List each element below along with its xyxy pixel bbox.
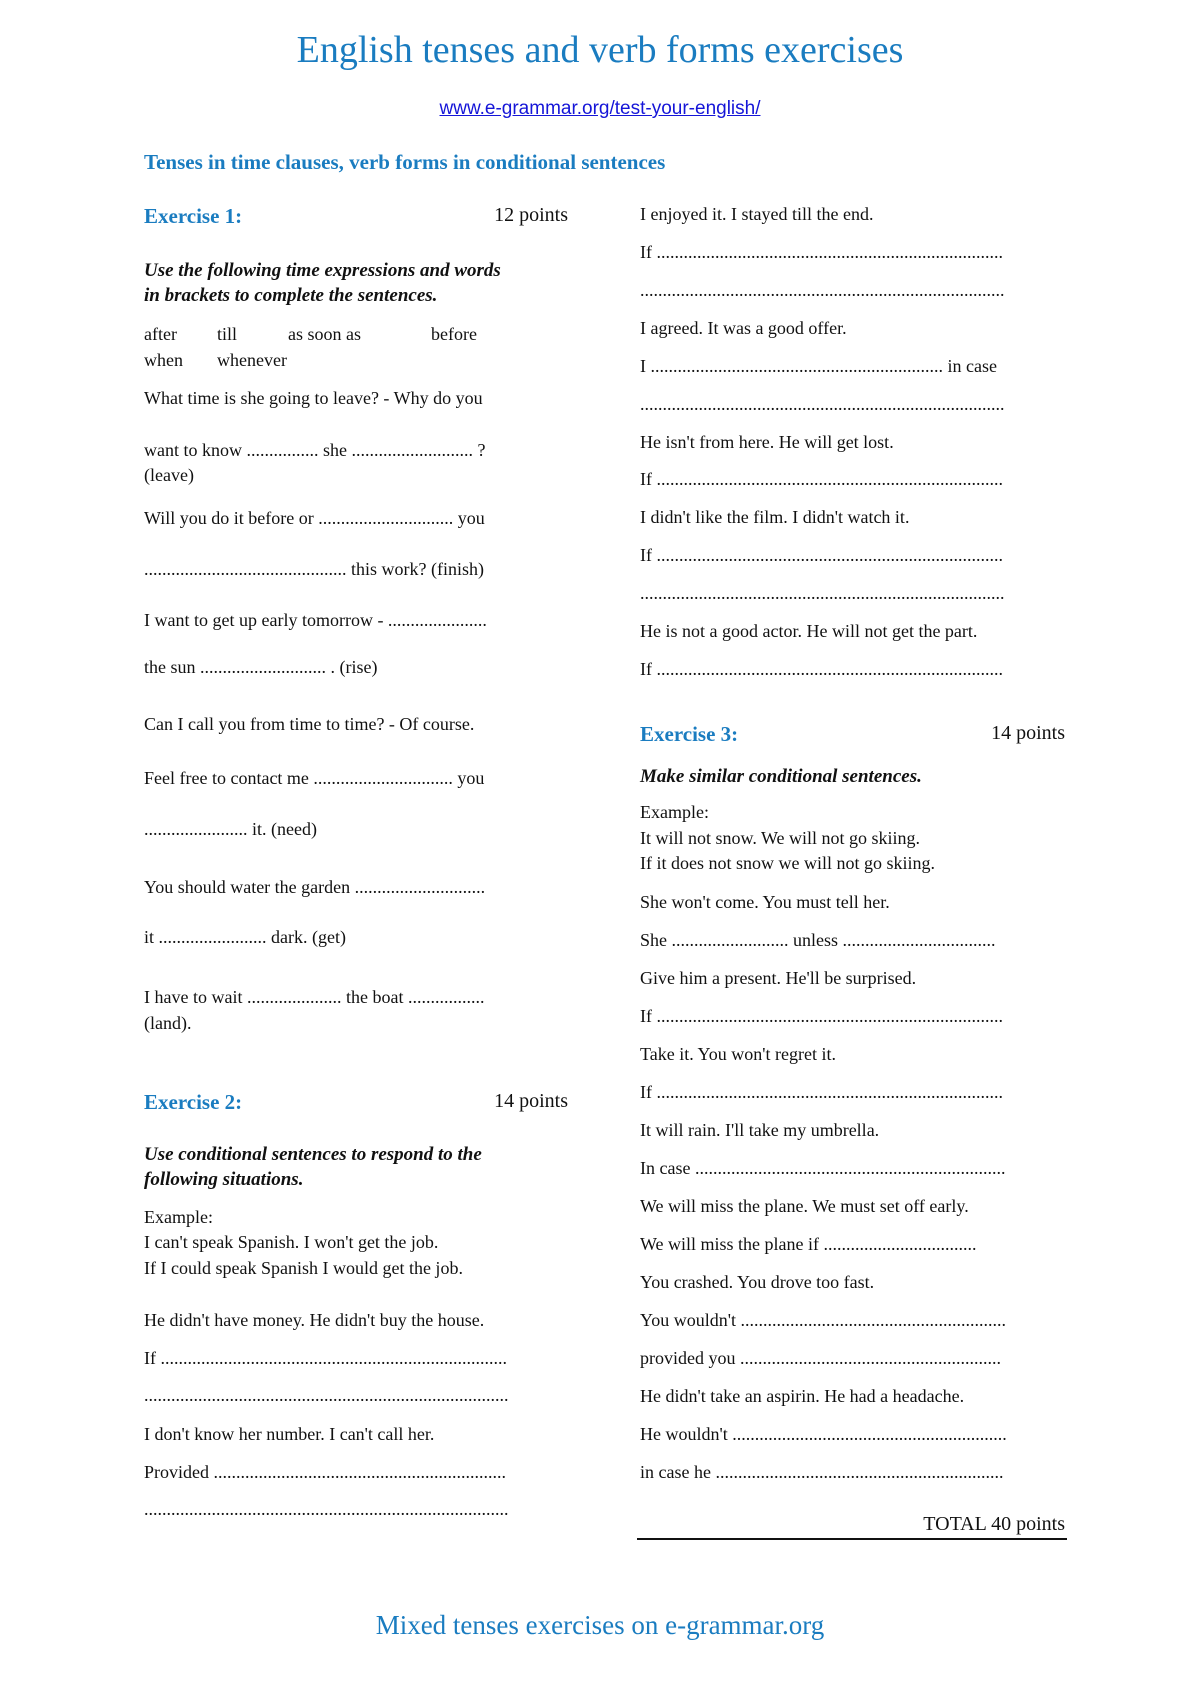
footer-text: Mixed tenses exercises on e-grammar.org xyxy=(375,1610,825,1640)
total-points: TOTAL 40 points xyxy=(923,1513,1065,1535)
exercise-1-line: (land). xyxy=(144,1013,192,1033)
exercise-3-line: We will miss the plane. We must set off early. xyxy=(640,1196,969,1216)
exercise-2-line: He didn't have money. He didn't buy the house. xyxy=(144,1310,485,1330)
exercise-3-line: He didn't take an aspirin. He had a headache. xyxy=(640,1386,965,1406)
exercise-1-line: want to know ................ she ........................... ? xyxy=(144,440,486,460)
exercise-2-line: I ................................................................. in case xyxy=(640,356,997,376)
exercise-1-line: it ........................ dark. (get) xyxy=(144,927,346,947)
exercise-1-instruction-line-1: Use the following time expressions and words xyxy=(144,260,501,281)
website-link[interactable]: www.e-grammar.org/test-your-english/ xyxy=(439,98,761,119)
exercise-1-line: ............................................. this work? (finish) xyxy=(144,559,484,579)
exercise-2-example-line: I can't speak Spanish. I won't get the job. xyxy=(144,1232,439,1252)
exercise-3-line: If ............................................................................. xyxy=(640,1006,1003,1026)
word-bank-item: till xyxy=(217,324,238,344)
exercise-2-line: I enjoyed it. I stayed till the end. xyxy=(640,204,874,224)
exercise-2-line: He isn't from here. He will get lost. xyxy=(640,432,894,452)
exercise-2-line: If ............................................................................. xyxy=(144,1348,507,1368)
exercise-1-line: I have to wait ..................... the boat ................. xyxy=(144,987,485,1007)
exercise-3-instruction: Make similar conditional sentences. xyxy=(640,766,922,787)
exercise-3-line: If ............................................................................. xyxy=(640,1082,1003,1102)
exercise-3-line: He wouldn't ............................................................. xyxy=(640,1424,1007,1444)
exercise-3-line: Take it. You won't regret it. xyxy=(640,1044,836,1064)
exercise-3-line: in case he ................................................................ xyxy=(640,1462,1004,1482)
exercise-1-line: What time is she going to leave? - Why do you xyxy=(144,388,483,408)
exercise-2-line: If ............................................................................. xyxy=(640,545,1003,565)
exercise-3-line: She won't come. You must tell her. xyxy=(640,892,890,912)
exercise-2-line: ................................................................................. xyxy=(640,280,1005,300)
exercise-2-line: ................................................................................. xyxy=(144,1499,509,1519)
exercise-3-line: Give him a present. He'll be surprised. xyxy=(640,968,917,988)
exercise-1-line: I want to get up early tomorrow - ...................... xyxy=(144,610,487,630)
exercise-2-line: Provided ................................................................. xyxy=(144,1462,506,1482)
exercise-1-points: 12 points xyxy=(494,204,568,226)
exercise-3-line: It will rain. I'll take my umbrella. xyxy=(640,1120,880,1140)
exercise-1-line: Will you do it before or .............................. you xyxy=(144,508,485,528)
exercise-3-points: 14 points xyxy=(991,722,1065,744)
exercise-2-example-label: Example: xyxy=(144,1207,213,1227)
exercise-3-example-label: Example: xyxy=(640,802,709,822)
exercise-2-heading: Exercise 2: xyxy=(144,1090,243,1114)
word-bank-item: as soon as xyxy=(288,324,361,344)
exercise-3-example-line: It will not snow. We will not go skiing. xyxy=(640,828,921,848)
exercise-3-line: You crashed. You drove too fast. xyxy=(640,1272,875,1292)
exercise-1-line: the sun ............................ . (rise) xyxy=(144,657,378,677)
exercise-2-line: I agreed. It was a good offer. xyxy=(640,318,847,338)
total-underline xyxy=(637,1538,1067,1540)
exercise-3-example-line: If it does not snow we will not go skiing. xyxy=(640,853,935,873)
word-bank-item: whenever xyxy=(217,350,287,370)
exercise-2-line: ................................................................................. xyxy=(640,583,1005,603)
exercise-3-line: provided you .......................................................... xyxy=(640,1348,1001,1368)
exercise-3-line: You wouldn't ........................................................... xyxy=(640,1310,1006,1330)
exercise-2-line: If ............................................................................. xyxy=(640,659,1003,679)
exercise-2-line: ................................................................................. xyxy=(144,1385,509,1405)
exercise-2-line: ................................................................................. xyxy=(640,394,1005,414)
exercise-1-line: You should water the garden ............................. xyxy=(144,877,486,897)
word-bank-item: when xyxy=(144,350,183,370)
exercise-1-line: Can I call you from time to time? - Of course. xyxy=(144,714,475,734)
exercise-2-line: I don't know her number. I can't call her. xyxy=(144,1424,435,1444)
exercise-2-line: He is not a good actor. He will not get the part. xyxy=(640,621,978,641)
exercise-3-line: We will miss the plane if .................................. xyxy=(640,1234,977,1254)
exercise-2-line: If ............................................................................. xyxy=(640,242,1003,262)
exercise-2-example-line: If I could speak Spanish I would get the job. xyxy=(144,1258,463,1278)
exercise-2-instruction-line-1: Use conditional sentences to respond to the xyxy=(144,1144,482,1165)
exercise-1-heading: Exercise 1: xyxy=(144,204,243,228)
exercise-2-line: If ............................................................................. xyxy=(640,469,1003,489)
worksheet-subtitle: Tenses in time clauses, verb forms in conditional sentences xyxy=(144,150,666,174)
exercise-3-heading: Exercise 3: xyxy=(640,722,739,746)
word-bank xyxy=(144,324,564,376)
page-title: English tenses and verb forms exercises xyxy=(296,29,904,71)
word-bank-item: before xyxy=(431,324,477,344)
word-bank-item: after xyxy=(144,324,177,344)
exercise-2-instruction-line-2: following situations. xyxy=(144,1169,304,1190)
exercise-1-line: ....................... it. (need) xyxy=(144,819,317,839)
exercise-2-line: I didn't like the film. I didn't watch it. xyxy=(640,507,910,527)
exercise-3-line: In case ..................................................................... xyxy=(640,1158,1006,1178)
exercise-2-points: 14 points xyxy=(494,1090,568,1112)
exercise-1-line: (leave) xyxy=(144,465,194,485)
exercise-1-line: Feel free to contact me ............................... you xyxy=(144,768,485,788)
exercise-3-line: She .......................... unless .................................. xyxy=(640,930,996,950)
exercise-1-instruction-line-2: in brackets to complete the sentences. xyxy=(144,285,438,306)
